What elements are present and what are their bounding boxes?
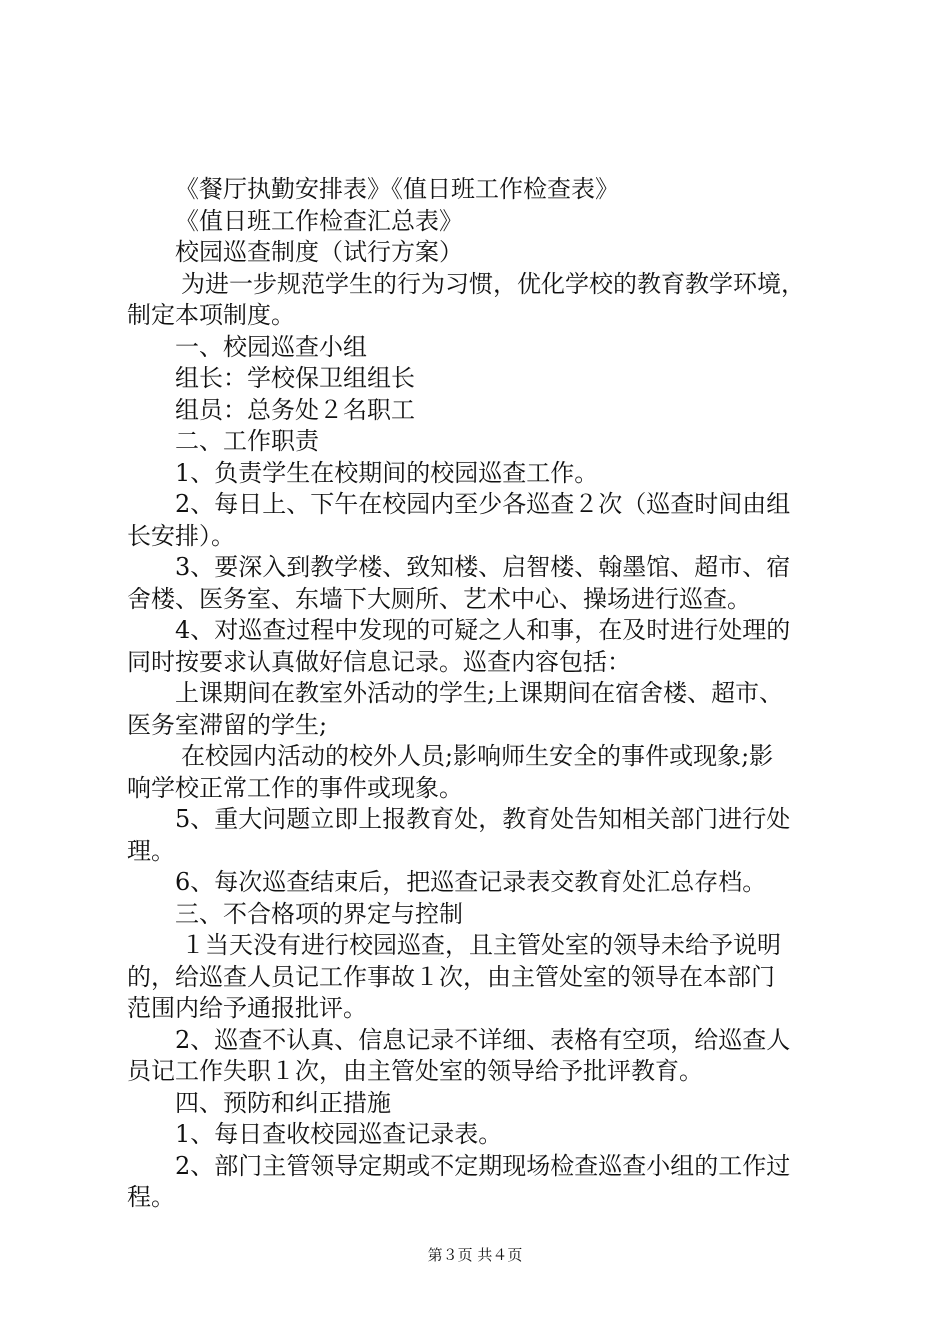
prevention-item-2-line-2: 程。 — [127, 1183, 175, 1211]
patrol-content-2-line-1: 在校园内活动的校外人员;影响师生安全的事件或现象;影 — [181, 742, 774, 770]
form-list-line-2: 《值日班工作检查汇总表》 — [175, 206, 463, 235]
intro-paragraph-line-2: 制定本项制度。 — [127, 301, 295, 329]
duty-item-4-line-2: 同时按要求认真做好信息记录。巡查内容包括： — [127, 647, 631, 676]
page-number-footer: 第３页 共４页 — [427, 1246, 523, 1264]
document-body — [127, 174, 833, 1214]
duty-item-6: 6、每次巡查结束后，把巡查记录表交教育处汇总存档。 — [175, 868, 767, 896]
nonconformity-item-2-line-2: 员记工作失职１次，由主管处室的领导给予批评教育。 — [127, 1057, 703, 1085]
heading-prevention: 四、预防和纠正措施 — [175, 1088, 391, 1117]
nonconformity-item-1-line-3: 范围内给予通报批评。 — [127, 994, 367, 1022]
intro-paragraph-line-1: 为进一步规范学生的行为习惯，优化学校的教育教学环境， — [181, 269, 805, 298]
group-members: 组员：总务处２名职工 — [175, 395, 415, 424]
patrol-content-1-line-2: 医务室滞留的学生; — [127, 710, 328, 739]
nonconformity-item-1-line-1: １当天没有进行校园巡查，且主管处室的领导未给予说明 — [181, 931, 781, 959]
heading-duties: 二、工作职责 — [175, 427, 319, 455]
group-leader: 组长：学校保卫组组长 — [175, 364, 415, 392]
duty-item-1: 1、负责学生在校期间的校园巡查工作。 — [175, 458, 599, 487]
prevention-item-1: 1、每日查收校园巡查记录表。 — [175, 1120, 503, 1148]
nonconformity-item-1-line-2: 的，给巡查人员记工作事故１次，由主管处室的领导在本部门 — [127, 962, 775, 991]
duty-item-2-line-2: 长安排）。 — [127, 521, 235, 550]
duty-item-5-line-2: 理。 — [127, 836, 175, 865]
duty-item-3-line-1: 3、要深入到教学楼、致知楼、启智楼、翰墨馆、超市、宿 — [175, 553, 791, 581]
duty-item-5-line-1: 5、重大问题立即上报教育处，教育处告知相关部门进行处 — [175, 805, 791, 833]
form-list-line-1: 《餐厅执勤安排表》《值日班工作检查表》 — [175, 175, 619, 203]
section-title: 校园巡查制度（试行方案） — [175, 238, 463, 266]
heading-nonconformity: 三、不合格项的界定与控制 — [175, 899, 463, 928]
nonconformity-item-2-line-1: 2、巡查不认真、信息记录不详细、表格有空项，给巡查人 — [175, 1025, 791, 1054]
patrol-content-1-line-1: 上课期间在教室外活动的学生;上课期间在宿舍楼、超市、 — [175, 679, 784, 707]
prevention-item-2-line-1: 2、部门主管领导定期或不定期现场检查巡查小组的工作过 — [175, 1151, 791, 1180]
heading-patrol-group: 一、校园巡查小组 — [175, 332, 367, 361]
duty-item-2-line-1: 2、每日上、下午在校园内至少各巡查２次（巡查时间由组 — [175, 490, 791, 518]
duty-item-3-line-2: 舍楼、医务室、东墙下大厕所、艺术中心、操场进行巡查。 — [127, 584, 751, 613]
duty-item-4-line-1: 4、对巡查过程中发现的可疑之人和事，在及时进行处理的 — [175, 616, 791, 644]
patrol-content-2-line-2: 响学校正常工作的事件或现象。 — [127, 773, 463, 802]
